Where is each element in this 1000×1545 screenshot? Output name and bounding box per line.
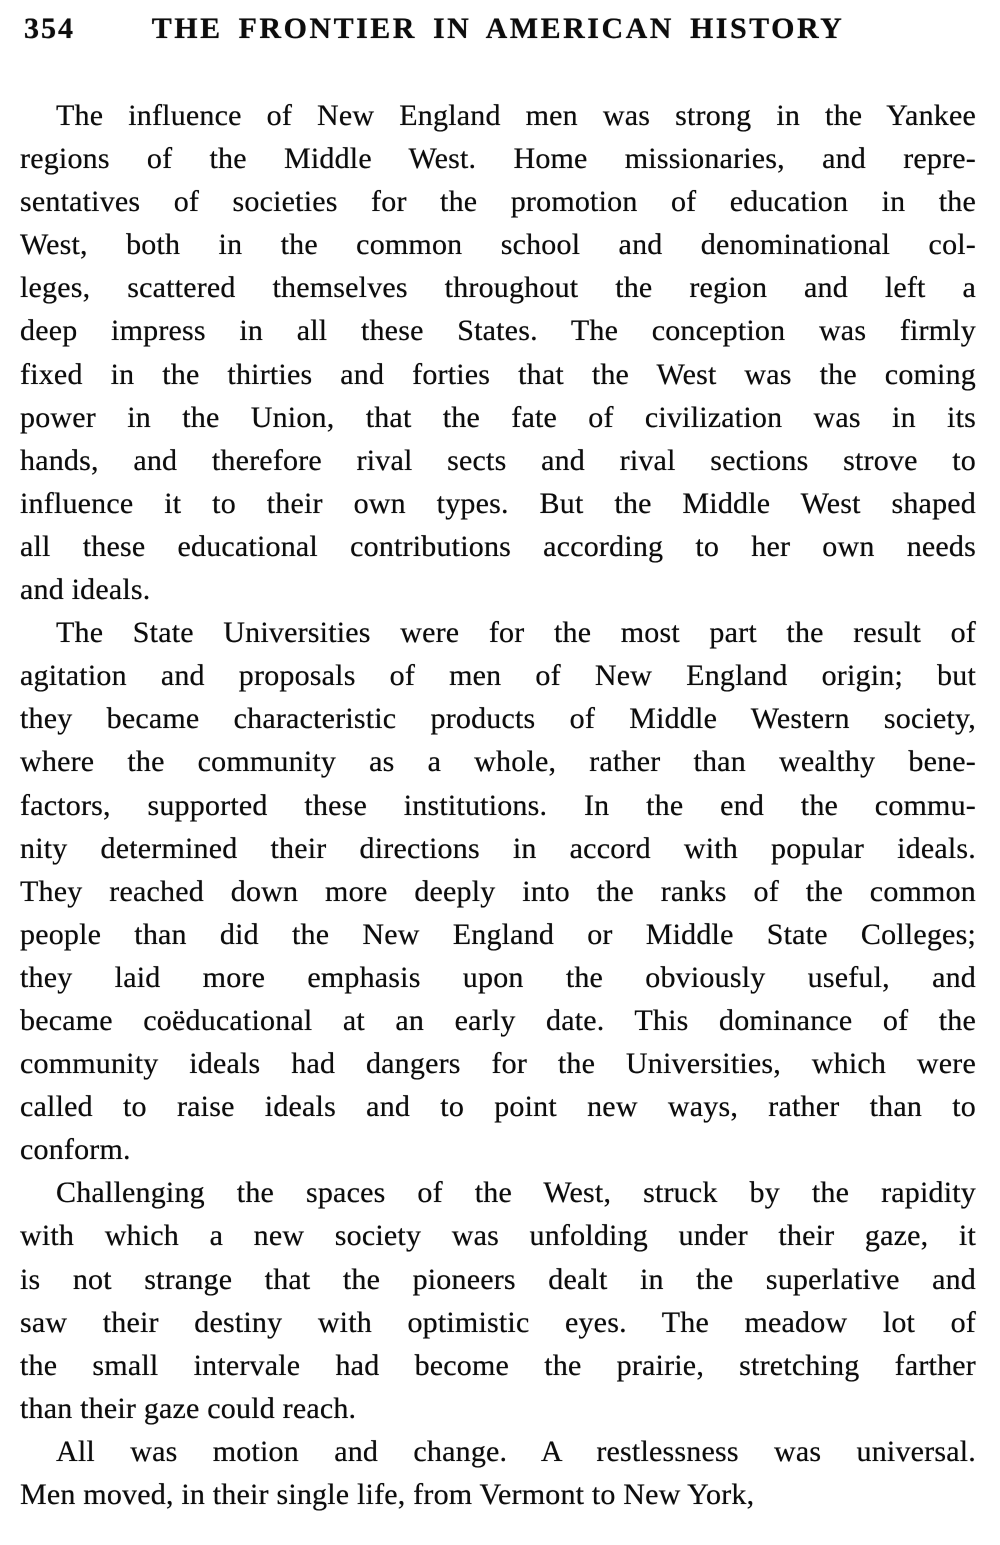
paragraph	[20, 611, 976, 1171]
text-line: community ideals had dangers for the Universities, which were	[20, 1047, 976, 1081]
text-line: people than did the New England or Middle State Colleges;	[20, 917, 976, 951]
text-line: power in the Union, that the fate of civilization was in its	[20, 400, 976, 434]
text-line: influence it to their own types. But the Middle West shaped	[20, 486, 976, 520]
page-body	[20, 94, 976, 1516]
page-header	[20, 12, 976, 52]
text-line: than their gaze could reach.	[20, 1391, 357, 1425]
text-line: all these educational contributions according to her own needs	[20, 529, 976, 563]
text-line: sentatives of societies for the promotion of education in the	[20, 185, 976, 219]
text-line: West, both in the common school and denominational col-	[20, 228, 976, 262]
text-line: they became characteristic products of Middle Western society,	[20, 702, 976, 736]
text-line: The State Universities were for the most part the result of	[56, 616, 976, 650]
text-line: agitation and proposals of men of New England origin; but	[20, 659, 976, 693]
text-line: they laid more emphasis upon the obviously useful, and	[20, 960, 976, 994]
text-line: saw their destiny with optimistic eyes. The meadow lot of	[20, 1305, 976, 1339]
paragraph	[20, 94, 976, 611]
text-line: deep impress in all these States. The conception was firmly	[20, 314, 976, 348]
text-line: nity determined their directions in accord with popular ideals.	[20, 831, 976, 865]
running-title: THE FRONTIER IN AMERICAN HISTORY	[151, 12, 845, 45]
paragraph	[20, 1171, 976, 1430]
text-line: hands, and therefore rival sects and rival sections strove to	[20, 443, 976, 477]
page-number: 354	[24, 12, 75, 45]
text-line: factors, supported these institutions. In the end the commu-	[20, 788, 976, 822]
text-line: They reached down more deeply into the ranks of the common	[20, 874, 976, 908]
text-line: is not strange that the pioneers dealt in the superlative and	[20, 1262, 976, 1296]
text-line: called to raise ideals and to point new ways, rather than to	[20, 1090, 976, 1124]
text-line: became coëducational at an early date. This dominance of the	[20, 1003, 976, 1037]
text-line: Challenging the spaces of the West, struck by the rapidity	[56, 1176, 976, 1210]
paragraph	[20, 1430, 976, 1516]
text-line: Men moved, in their single life, from Vermont to New York,	[20, 1478, 755, 1511]
text-line: where the community as a whole, rather than wealthy bene-	[20, 745, 976, 779]
text-line: All was motion and change. A restlessness was universal.	[56, 1434, 976, 1468]
text-line: conform.	[20, 1133, 131, 1167]
text-line: with which a new society was unfolding under their gaze, it	[20, 1219, 976, 1253]
text-line: and ideals.	[20, 573, 151, 607]
text-line: leges, scattered themselves throughout the region and left a	[20, 271, 976, 305]
text-line: fixed in the thirties and forties that the West was the coming	[20, 357, 976, 391]
text-line: regions of the Middle West. Home missionaries, and repre-	[20, 142, 976, 176]
text-line: The influence of New England men was strong in the Yankee	[56, 99, 976, 132]
text-line: the small intervale had become the prairie, stretching farther	[20, 1348, 976, 1382]
